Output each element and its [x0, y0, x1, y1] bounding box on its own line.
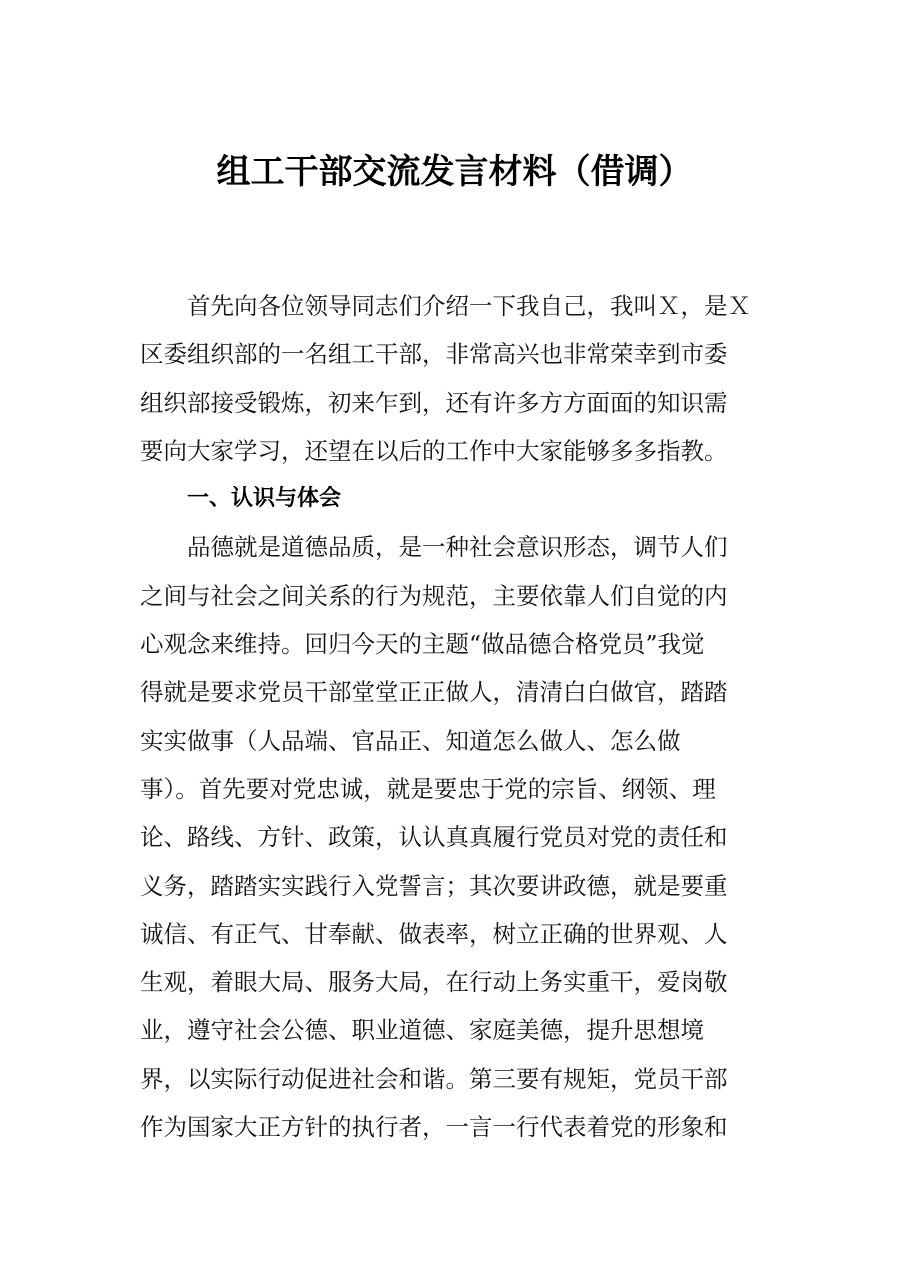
paragraph-line: 作为国家大正方针的执行者，一言一行代表着党的形象和 — [140, 1113, 728, 1142]
paragraph-line: 界，以实际行动促进社会和谐。第三要有规矩，党员干部 — [140, 1064, 728, 1093]
paragraph-line: 义务，踏踏实实践行入党誓言；其次要讲政德，就是要重 — [140, 871, 728, 900]
paragraph-line: 实实做事（人品端、官品正、知道怎么做人、怎么做 — [140, 726, 681, 755]
paragraph-line: 生观，着眼大局、服务大局，在行动上务实重干，爱岗敬 — [140, 968, 728, 997]
section-heading: 一、认识与体会 — [187, 486, 342, 512]
paragraph-line: 品德就是道德品质，是一种社会意识形态，调节人们 — [187, 533, 728, 562]
paragraph-line: 业，遵守社会公德、职业道德、家庭美德，提升思想境 — [140, 1016, 704, 1045]
paragraph-line: 论、路线、方针、政策，认认真真履行党员对党的责任和 — [140, 823, 728, 852]
document-title: 组工干部交流发言材料（借调） — [216, 152, 693, 192]
paragraph-line: 事）。首先要对党忠诚，就是要忠于党的宗旨、纲领、理 — [140, 774, 716, 803]
paragraph-line: 得就是要求党员干部堂堂正正做人，清清白白做官，踏踏 — [140, 678, 728, 707]
paragraph-line: 组织部接受锻炼，初来乍到，还有许多方方面面的知识需 — [140, 388, 728, 417]
paragraph-line: 诚信、有正气、甘奉献、做表率，树立正确的世界观、人 — [140, 919, 728, 948]
paragraph-line: 区委组织部的一名组工干部，非常高兴也非常荣幸到市委 — [140, 340, 728, 369]
paragraph-line: 之间与社会之间关系的行为规范，主要依靠人们自觉的内 — [140, 581, 728, 610]
document-body — [140, 282, 770, 1151]
paragraph-line: 要向大家学习，还望在以后的工作中大家能够多多指教。 — [140, 436, 728, 465]
paragraph-line: 首先向各位领导同志们介绍一下我自己，我叫Ｘ，是Ｘ — [187, 292, 751, 320]
paragraph-line: 心观念来维持。回归今天的主题“做品德合格党员”我觉 — [140, 630, 705, 659]
